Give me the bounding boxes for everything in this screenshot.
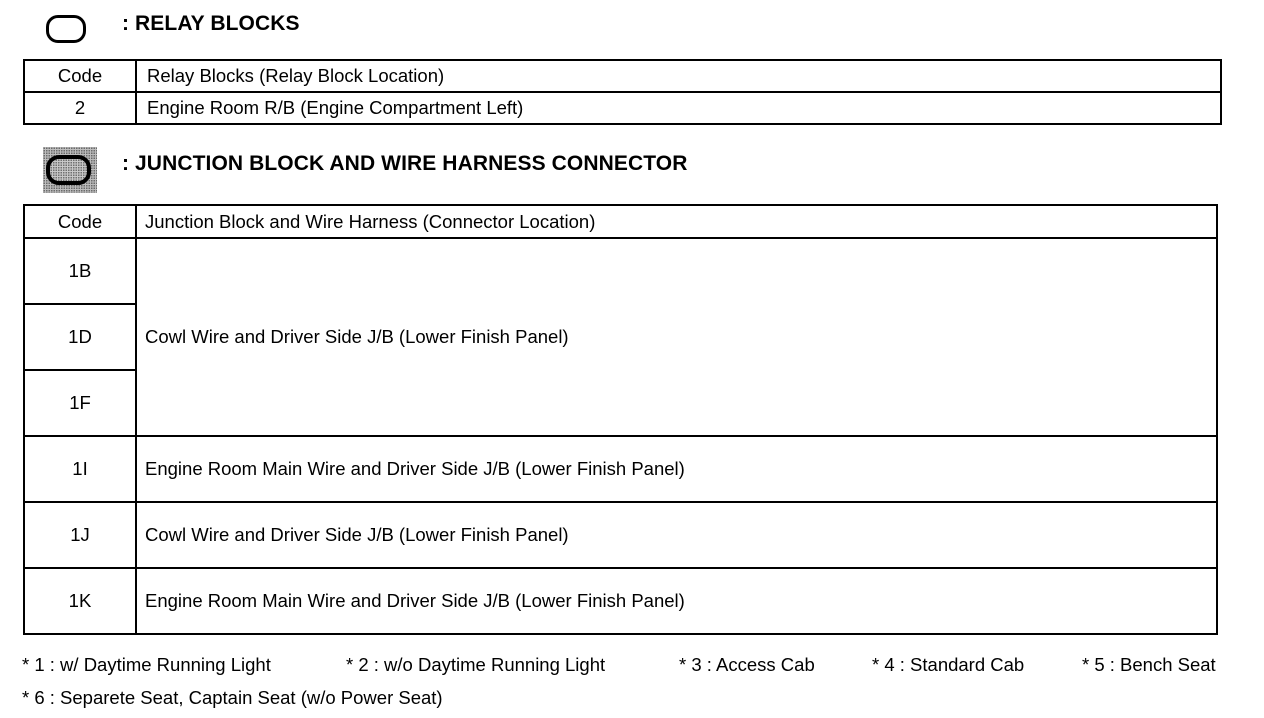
relay-blocks-title: : RELAY BLOCKS (122, 12, 300, 35)
location-cell: Cowl Wire and Driver Side J/B (Lower Finish Panel) (136, 502, 1217, 568)
location-cell: Cowl Wire and Driver Side J/B (Lower Finish Panel) (136, 238, 1217, 436)
footnote-5: * 5 : Bench Seat (1082, 654, 1216, 675)
table-row (24, 92, 1221, 124)
relay-blocks-table (23, 59, 1222, 125)
table-row (24, 436, 1217, 502)
table-row (24, 502, 1217, 568)
junction-block-icon (43, 147, 97, 193)
location-cell: Engine Room Main Wire and Driver Side J/B (Lower Finish Panel) (136, 436, 1217, 502)
location-header: Junction Block and Wire Harness (Connector Location) (136, 205, 1217, 238)
code-header: Code (24, 60, 136, 92)
code-cell: 1D (24, 304, 136, 370)
location-header: Relay Blocks (Relay Block Location) (136, 60, 1221, 92)
code-header: Code (24, 205, 136, 238)
code-cell: 1I (24, 436, 136, 502)
table-header-row (24, 60, 1221, 92)
junction-block-title: : JUNCTION BLOCK AND WIRE HARNESS CONNECTOR (122, 152, 688, 175)
footnote-6: * 6 : Separete Seat, Captain Seat (w/o Power Seat) (22, 687, 443, 708)
relay-block-icon (46, 15, 86, 43)
table-row (24, 238, 1217, 304)
footnote-4: * 4 : Standard Cab (872, 654, 1025, 675)
junction-block-table (23, 204, 1218, 635)
location-cell: Engine Room Main Wire and Driver Side J/B (Lower Finish Panel) (136, 568, 1217, 634)
table-row (24, 568, 1217, 634)
code-cell: 1F (24, 370, 136, 436)
code-cell: 1K (24, 568, 136, 634)
footnote-3: * 3 : Access Cab (679, 654, 815, 675)
table-header-row (24, 205, 1217, 238)
location-cell: Engine Room R/B (Engine Compartment Left) (136, 92, 1221, 124)
footnote-2: * 2 : w/o Daytime Running Light (346, 654, 606, 675)
code-cell: 2 (24, 92, 136, 124)
code-cell: 1B (24, 238, 136, 304)
code-cell: 1J (24, 502, 136, 568)
footnote-1: * 1 : w/ Daytime Running Light (22, 654, 271, 675)
